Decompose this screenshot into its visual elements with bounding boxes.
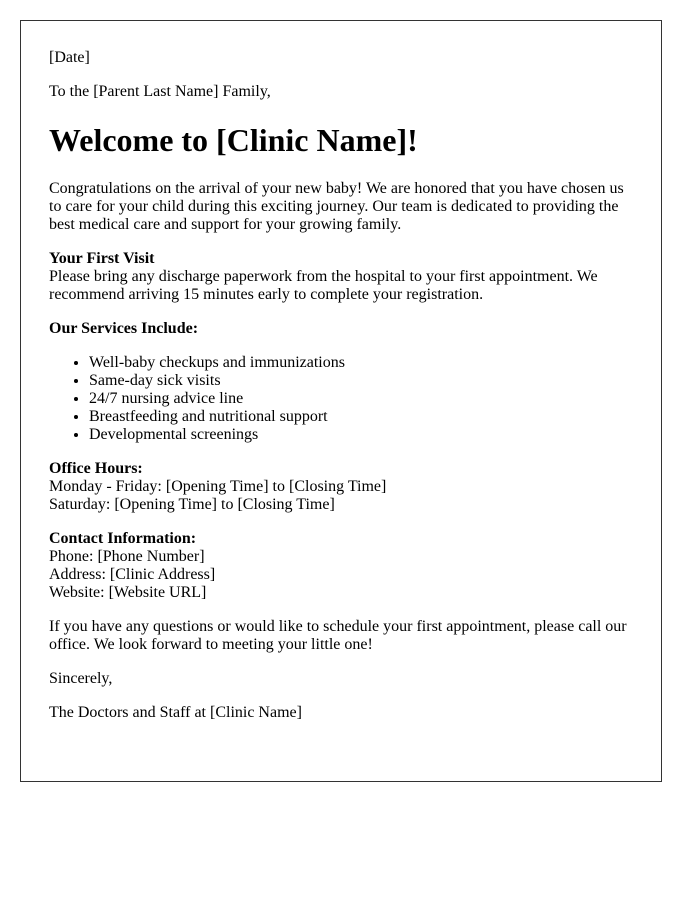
office-hours-saturday: Saturday: [Opening Time] to [Closing Time] [49, 496, 335, 513]
signature: The Doctors and Staff at [Clinic Name] [49, 704, 302, 721]
welcome-letter [20, 20, 662, 782]
contact-address: Address: [Clinic Address] [49, 566, 216, 583]
intro-paragraph: Congratulations on the arrival of your new baby! We are honored that you have chosen us to care for your child during this exciting journey. Our team is dedicated to providing the best medical care and support for your growing family. [49, 180, 624, 233]
service-item: • Same-day sick visits [89, 372, 633, 390]
contact-phone: Phone: [Phone Number] [49, 548, 205, 565]
closing-paragraph: If you have any questions or would like to schedule your first appointment, please call our office. We look forward to meeting your little one! [49, 618, 627, 653]
services-list [49, 354, 633, 444]
services-heading: Our Services Include: [49, 320, 199, 337]
first-visit-body: Please bring any discharge paperwork from the hospital to your first appointment. We recommend arriving 15 minutes early to complete your registration. [49, 268, 598, 303]
contact-section [49, 530, 633, 602]
contact-heading: Contact Information: [49, 530, 197, 547]
services-heading-paragraph [49, 320, 633, 338]
sign-off: Sincerely, [49, 670, 113, 687]
service-item: • Well-baby checkups and immunizations [89, 354, 633, 372]
letter-title: Welcome to [Clinic Name]! [49, 122, 418, 158]
letter-salutation: To the [Parent Last Name] Family, [49, 83, 271, 100]
contact-website: Website: [Website URL] [49, 584, 207, 601]
letter-date: [Date] [49, 49, 90, 66]
office-hours-heading: Office Hours: [49, 460, 143, 477]
service-item: • Breastfeeding and nutritional support [89, 408, 633, 426]
office-hours-weekday: Monday - Friday: [Opening Time] to [Closing Time] [49, 478, 387, 495]
service-item: • 24/7 nursing advice line [89, 390, 633, 408]
first-visit-heading: Your First Visit [49, 250, 155, 267]
service-item: • Developmental screenings [89, 426, 633, 444]
first-visit-section [49, 250, 633, 304]
office-hours-section [49, 460, 633, 514]
